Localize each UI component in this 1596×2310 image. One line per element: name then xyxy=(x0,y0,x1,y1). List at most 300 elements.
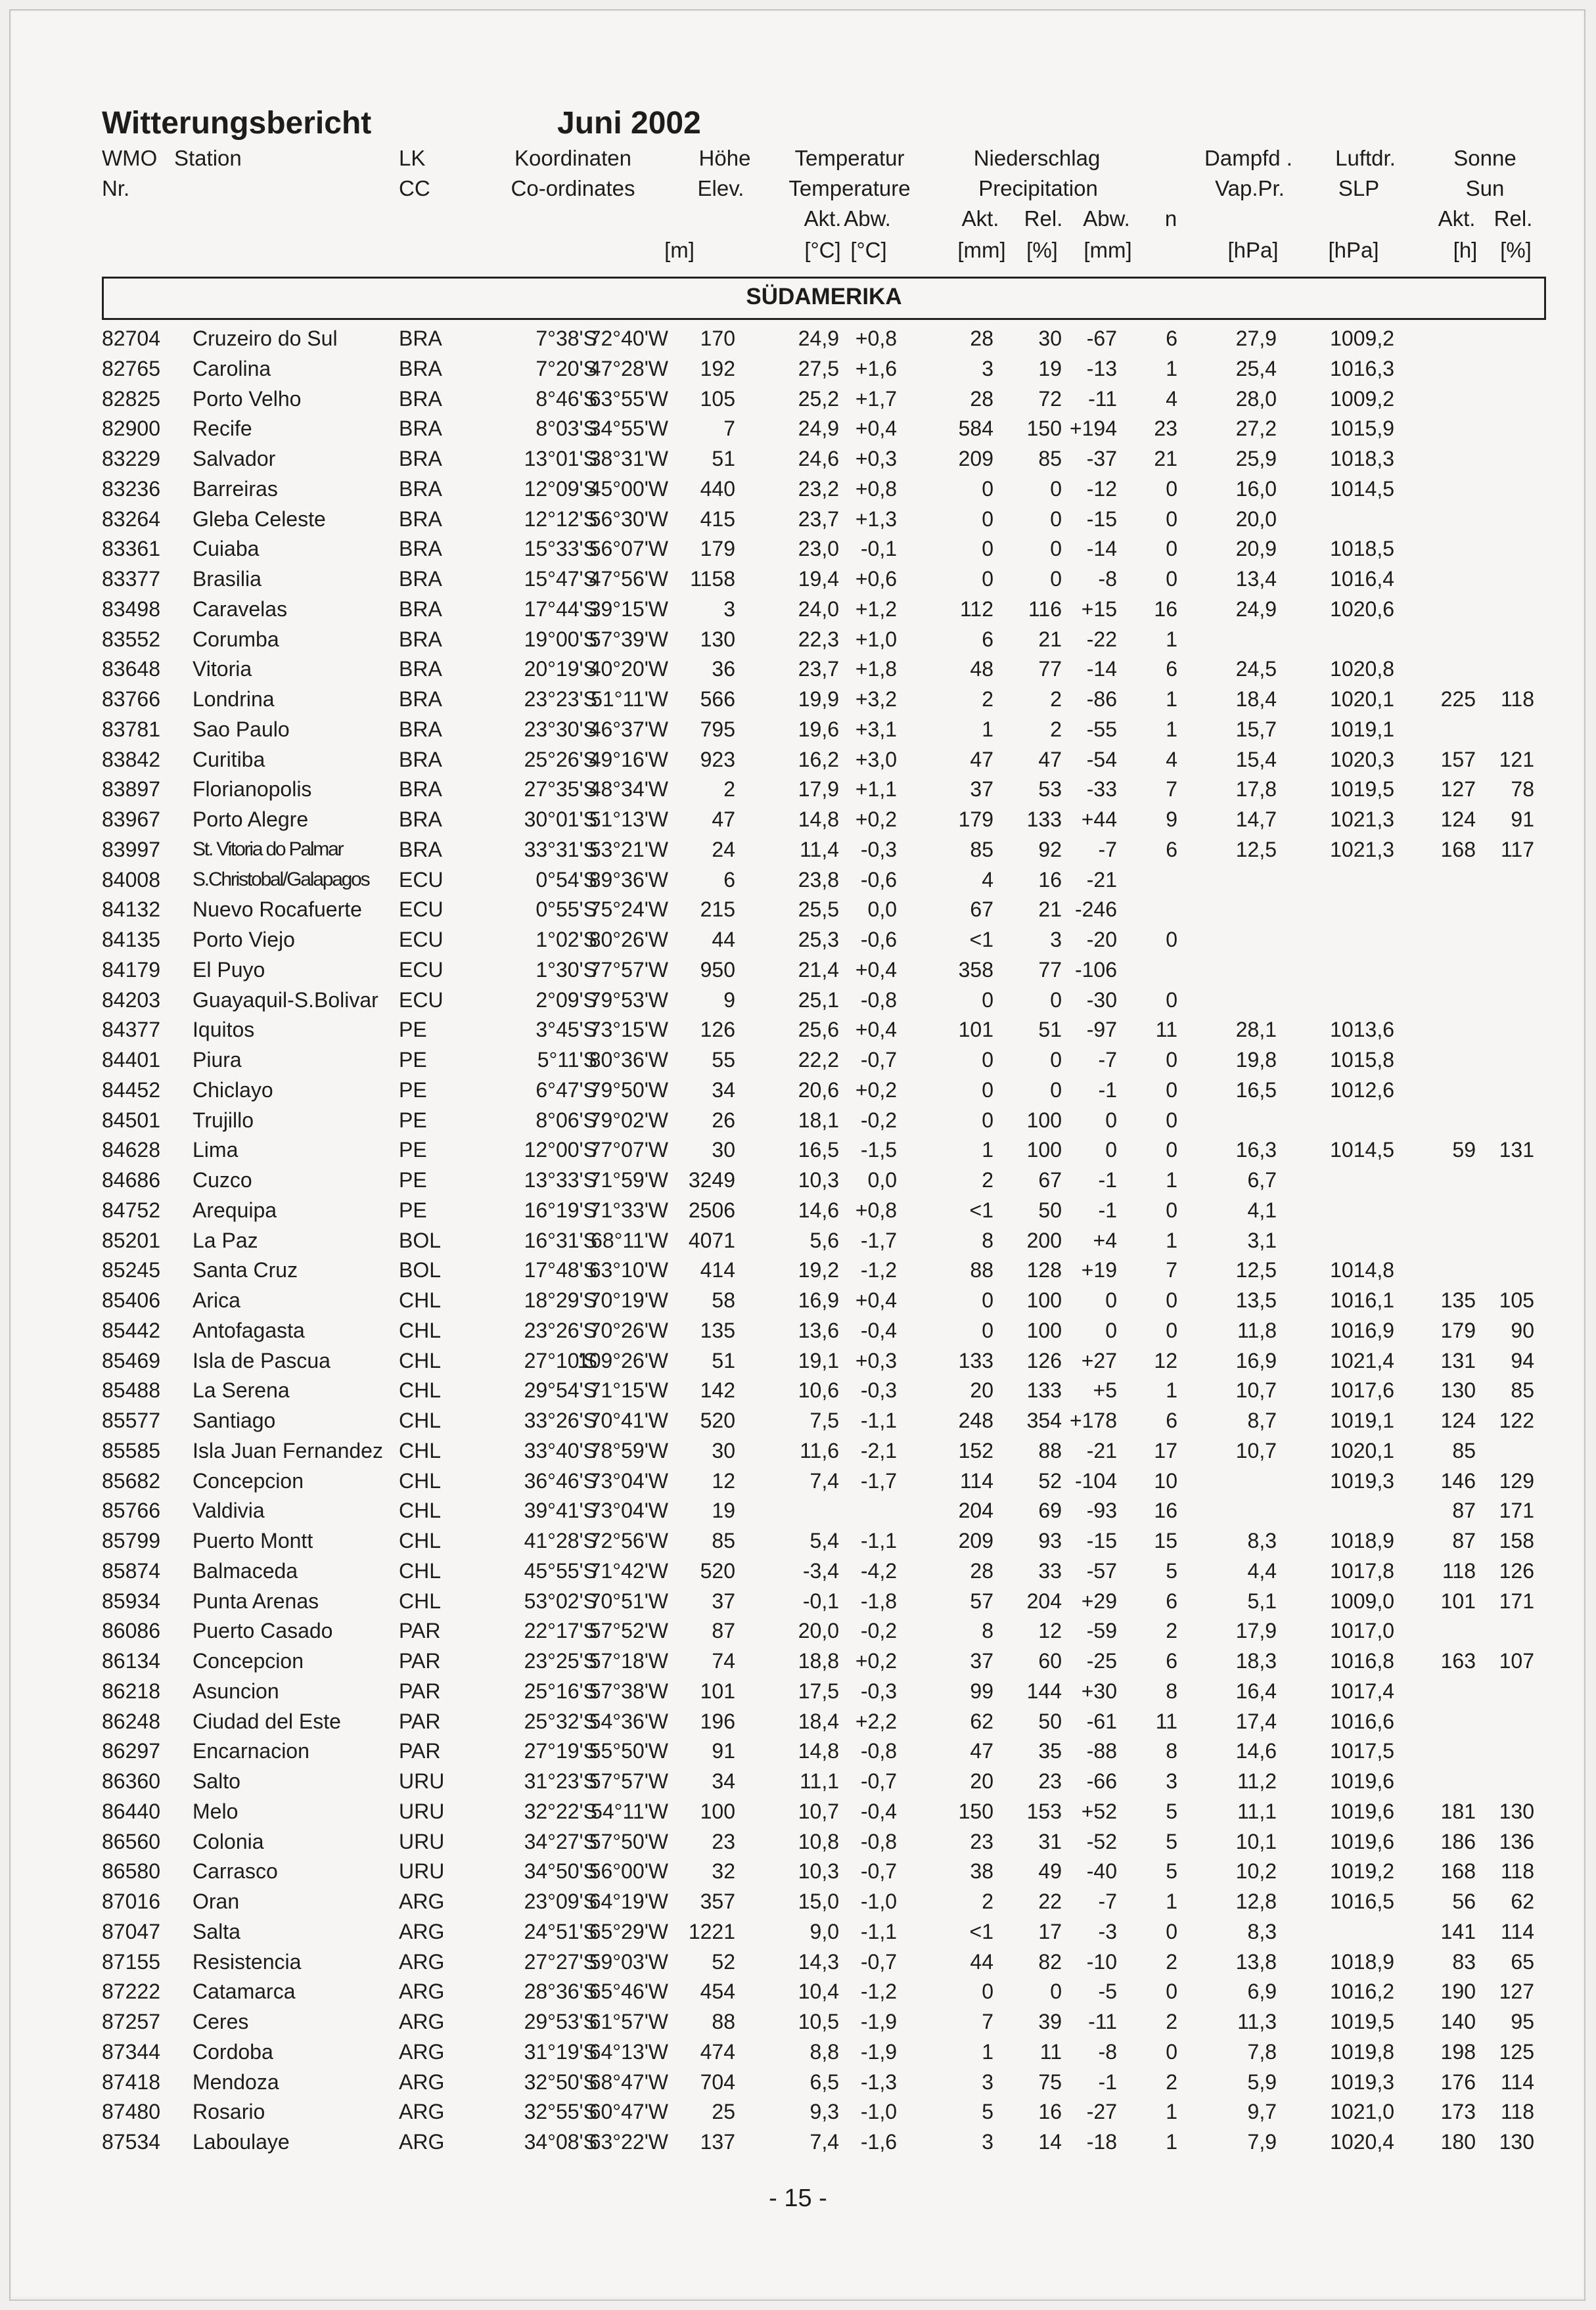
station-name: Isla Juan Fernandez xyxy=(193,1438,383,1462)
precip-rel: 144 xyxy=(1026,1679,1062,1703)
vapour-press: 16,9 xyxy=(1235,1348,1277,1372)
elevation: 24 xyxy=(712,837,735,861)
sea-level-press: 1019,2 xyxy=(1330,1859,1394,1884)
table-row xyxy=(0,2127,1596,2157)
temp-abw: -0,2 xyxy=(860,1619,897,1643)
sun-rel: 95 xyxy=(1511,2010,1534,2033)
precip-rel: 21 xyxy=(1038,627,1062,651)
precip-days: 1 xyxy=(1166,1378,1177,1403)
precip-akt: 0 xyxy=(982,1288,993,1312)
sea-level-press: 1020,1 xyxy=(1330,1438,1394,1462)
vapour-press: 16,0 xyxy=(1235,476,1277,501)
longitude: 70°26'W xyxy=(589,1318,668,1342)
station-name: Carrasco xyxy=(193,1859,278,1884)
station-name: El Puyo xyxy=(193,957,265,982)
wmo-number: 82825 xyxy=(102,386,160,411)
precip-days: 2 xyxy=(1166,2070,1177,2094)
station-name: Piura xyxy=(193,1048,242,1072)
precip-akt: 152 xyxy=(958,1438,993,1462)
vapour-press: 27,2 xyxy=(1235,417,1277,441)
latitude: 34°08'S xyxy=(524,2130,597,2154)
temp-akt: 27,5 xyxy=(798,356,839,380)
wmo-number: 87016 xyxy=(102,1890,160,1913)
table-row xyxy=(0,443,1596,474)
sun-rel: 171 xyxy=(1499,1499,1534,1523)
temp-akt: 21,4 xyxy=(798,957,839,982)
elevation: 179 xyxy=(700,537,735,561)
temp-akt: 25,3 xyxy=(798,928,839,951)
vapour-press: 11,3 xyxy=(1237,2010,1277,2033)
table-row xyxy=(0,1405,1596,1436)
sea-level-press: 1016,6 xyxy=(1330,1709,1394,1733)
temp-akt: 24,6 xyxy=(798,447,839,470)
temp-akt: 10,7 xyxy=(798,1799,839,1823)
temp-abw: 0,0 xyxy=(867,897,897,922)
precip-rel: 128 xyxy=(1026,1258,1062,1282)
vapour-press: 3,1 xyxy=(1247,1228,1277,1252)
sun-rel: 130 xyxy=(1499,1799,1534,1823)
temp-abw: +3,0 xyxy=(855,747,897,771)
precip-abw: -8 xyxy=(1098,2039,1117,2064)
elevation: 137 xyxy=(700,2130,735,2154)
precip-rel: 72 xyxy=(1038,386,1062,411)
wmo-number: 84628 xyxy=(102,1138,160,1162)
precip-akt: 209 xyxy=(958,447,993,470)
latitude: 6°47'S xyxy=(536,1077,597,1102)
precip-abw: -33 xyxy=(1086,777,1117,802)
sun-akt: 179 xyxy=(1440,1318,1476,1342)
table-row xyxy=(0,804,1596,834)
precip-abw: +29 xyxy=(1081,1589,1117,1613)
header-sun: Sun xyxy=(1465,176,1505,200)
station-name: Nuevo Rocafuerte xyxy=(193,897,362,922)
sun-akt: 59 xyxy=(1452,1138,1476,1162)
sea-level-press: 1016,4 xyxy=(1330,567,1394,591)
vapour-press: 6,9 xyxy=(1247,1980,1277,2004)
country-code: CHL xyxy=(399,1409,442,1432)
sun-akt: 157 xyxy=(1440,747,1476,771)
latitude: 27°35'S xyxy=(524,777,597,802)
sun-rel: 130 xyxy=(1499,2130,1534,2154)
latitude: 25°32'S xyxy=(524,1709,597,1733)
vapour-press: 15,7 xyxy=(1235,717,1277,741)
temp-abw: -1,1 xyxy=(860,1919,897,1943)
temp-akt: 14,8 xyxy=(798,807,839,831)
vapour-press: 11,8 xyxy=(1237,1318,1277,1342)
temp-abw: -0,8 xyxy=(860,1739,897,1763)
temp-abw: -1,2 xyxy=(860,1258,897,1282)
country-code: ARG xyxy=(399,2010,445,2033)
precip-rel: 35 xyxy=(1038,1739,1062,1763)
sun-akt: 168 xyxy=(1440,1859,1476,1884)
temp-abw: -1,5 xyxy=(860,1138,897,1162)
elevation: 74 xyxy=(712,1649,735,1673)
precip-abw: -11 xyxy=(1088,2010,1117,2033)
latitude: 15°47'S xyxy=(524,567,597,591)
precip-days: 0 xyxy=(1166,987,1177,1012)
wmo-number: 86086 xyxy=(102,1619,160,1643)
temp-abw: -1,7 xyxy=(860,1468,897,1493)
wmo-number: 86580 xyxy=(102,1859,160,1884)
wmo-number: 85442 xyxy=(102,1318,160,1342)
vapour-press: 20,0 xyxy=(1235,507,1277,531)
station-name: Brasilia xyxy=(193,567,262,591)
country-code: ARG xyxy=(399,1980,445,2004)
temp-akt: 22,2 xyxy=(798,1048,839,1072)
longitude: 45°00'W xyxy=(589,476,668,501)
country-code: ECU xyxy=(399,928,444,951)
temp-akt: 10,3 xyxy=(798,1168,839,1192)
country-code: PE xyxy=(399,1108,427,1132)
sun-akt: 87 xyxy=(1452,1529,1476,1552)
wmo-number: 83361 xyxy=(102,537,160,561)
longitude: 65°29'W xyxy=(589,1919,668,1943)
temp-abw: -0,2 xyxy=(860,1108,897,1132)
temp-akt: 19,4 xyxy=(798,567,839,591)
precip-akt: 0 xyxy=(982,507,993,531)
header-sonne: Sonne xyxy=(1453,146,1516,170)
precip-akt: 0 xyxy=(982,987,993,1012)
sea-level-press: 1014,5 xyxy=(1330,476,1394,501)
header-vap-pr: Vap.Pr. xyxy=(1215,176,1285,200)
precip-rel: 16 xyxy=(1038,867,1062,892)
precip-akt: 3 xyxy=(982,2070,993,2094)
vapour-press: 5,9 xyxy=(1247,2070,1277,2094)
temp-abw: +0,2 xyxy=(855,1649,897,1673)
latitude: 27°27'S xyxy=(524,1949,597,1974)
precip-abw: -7 xyxy=(1098,837,1117,861)
precip-days: 1 xyxy=(1166,2100,1177,2124)
wmo-number: 87222 xyxy=(102,1980,160,2004)
elevation: 30 xyxy=(712,1438,735,1462)
latitude: 31°23'S xyxy=(524,1769,597,1793)
vapour-press: 13,4 xyxy=(1235,567,1277,591)
wmo-number: 85585 xyxy=(102,1438,160,1462)
precip-abw: -1 xyxy=(1098,2070,1117,2094)
precip-rel: 100 xyxy=(1026,1138,1062,1162)
sun-rel: 118 xyxy=(1500,1859,1534,1884)
wmo-number: 84377 xyxy=(102,1018,160,1042)
wmo-number: 87047 xyxy=(102,1919,160,1943)
station-name: Chiclayo xyxy=(193,1077,273,1102)
elevation: 6 xyxy=(723,867,735,892)
vapour-press: 7,9 xyxy=(1247,2130,1277,2154)
temp-akt: 23,7 xyxy=(798,657,839,681)
elevation: 2 xyxy=(723,777,735,802)
precip-days: 6 xyxy=(1166,657,1177,681)
table-row xyxy=(0,2006,1596,2037)
sea-level-press: 1017,6 xyxy=(1330,1378,1394,1403)
table-row xyxy=(0,1014,1596,1045)
wmo-number: 85577 xyxy=(102,1409,160,1432)
country-code: ARG xyxy=(399,2070,445,2094)
temp-abw: -0,7 xyxy=(860,1048,897,1072)
latitude: 25°26'S xyxy=(524,747,597,771)
country-code: PE xyxy=(399,1018,427,1042)
header-slp: SLP xyxy=(1338,176,1380,200)
precip-days: 4 xyxy=(1166,747,1177,771)
temp-abw: -4,2 xyxy=(860,1558,897,1583)
precip-days: 1 xyxy=(1166,2130,1177,2154)
temp-akt: 25,6 xyxy=(798,1018,839,1042)
station-name: Caravelas xyxy=(193,597,288,621)
sea-level-press: 1017,8 xyxy=(1330,1558,1394,1583)
sea-level-press: 1020,6 xyxy=(1330,597,1394,621)
precip-abw: -27 xyxy=(1086,2100,1117,2124)
precip-abw: +30 xyxy=(1081,1679,1117,1703)
precip-akt: 0 xyxy=(982,1077,993,1102)
wmo-number: 84135 xyxy=(102,928,160,951)
wmo-number: 84203 xyxy=(102,987,160,1012)
temp-abw: +0,8 xyxy=(855,327,897,350)
precip-akt: 20 xyxy=(970,1769,993,1793)
vapour-press: 16,4 xyxy=(1235,1679,1277,1703)
sea-level-press: 1009,2 xyxy=(1330,386,1394,411)
country-code: BOL xyxy=(399,1228,442,1252)
precip-abw: -86 xyxy=(1086,687,1117,711)
longitude: 55°50'W xyxy=(589,1739,668,1763)
longitude: 63°55'W xyxy=(589,386,668,411)
wmo-number: 87155 xyxy=(102,1949,160,1974)
precip-abw: -1 xyxy=(1098,1168,1117,1192)
precip-akt: 47 xyxy=(970,1739,993,1763)
header-temperature: Temperature xyxy=(788,176,911,200)
precip-rel: 0 xyxy=(1050,507,1062,531)
elevation: 923 xyxy=(700,747,735,771)
wmo-number: 86297 xyxy=(102,1739,160,1763)
precip-akt: 112 xyxy=(959,597,993,621)
latitude: 32°50'S xyxy=(524,2070,597,2094)
station-name: Florianopolis xyxy=(193,777,312,802)
latitude: 23°30'S xyxy=(524,717,597,741)
header-precip-rel: Rel. xyxy=(1024,206,1063,231)
longitude: 61°57'W xyxy=(589,2010,668,2033)
precip-akt: 101 xyxy=(958,1018,993,1042)
longitude: 75°24'W xyxy=(589,897,668,922)
latitude: 12°00'S xyxy=(524,1138,597,1162)
unit-temp-akt: [°C] xyxy=(804,238,841,262)
sea-level-press: 1020,1 xyxy=(1330,687,1394,711)
table-row xyxy=(0,1706,1596,1736)
precip-akt: 0 xyxy=(982,476,993,501)
header-cc: CC xyxy=(399,176,430,200)
temp-abw: -0,6 xyxy=(860,867,897,892)
temp-abw: -0,7 xyxy=(860,1769,897,1793)
vapour-press: 15,4 xyxy=(1235,747,1277,771)
temp-abw: +1,7 xyxy=(855,386,897,411)
report-title: Witterungsbericht xyxy=(102,106,372,141)
longitude: 79°02'W xyxy=(589,1108,668,1132)
precip-abw: -1 xyxy=(1098,1198,1117,1222)
temp-akt: 7,4 xyxy=(809,1468,839,1493)
sea-level-press: 1019,5 xyxy=(1330,777,1394,802)
sun-rel: 105 xyxy=(1499,1288,1534,1312)
precip-rel: 60 xyxy=(1038,1649,1062,1673)
longitude: 47°28'W xyxy=(589,356,668,380)
temp-akt: 10,6 xyxy=(798,1378,839,1403)
precip-days: 2 xyxy=(1166,1619,1177,1643)
temp-abw: +0,2 xyxy=(855,1077,897,1102)
precip-abw: -18 xyxy=(1086,2130,1117,2154)
sun-akt: 101 xyxy=(1440,1589,1476,1613)
sea-level-press: 1014,8 xyxy=(1330,1258,1394,1282)
precip-rel: 75 xyxy=(1038,2070,1062,2094)
precip-rel: 126 xyxy=(1026,1348,1062,1372)
temp-abw: -0,1 xyxy=(860,537,897,561)
country-code: ARG xyxy=(399,1949,445,1974)
temp-abw: +3,2 xyxy=(855,687,897,711)
elevation: 34 xyxy=(712,1769,735,1793)
country-code: ARG xyxy=(399,1919,445,1943)
longitude: 68°11'W xyxy=(591,1228,668,1252)
precip-days: 2 xyxy=(1166,2010,1177,2033)
sun-rel: 91 xyxy=(1511,807,1534,831)
temp-akt: 10,4 xyxy=(798,1980,839,2004)
country-code: BRA xyxy=(399,717,442,741)
latitude: 13°01'S xyxy=(524,447,597,470)
sea-level-press: 1016,2 xyxy=(1330,1980,1394,2004)
wmo-number: 84401 xyxy=(102,1048,160,1072)
sun-rel: 171 xyxy=(1499,1589,1534,1613)
precip-days: 5 xyxy=(1166,1829,1177,1853)
precip-akt: 133 xyxy=(958,1348,993,1372)
longitude: 73°04'W xyxy=(589,1468,668,1493)
wmo-number: 86218 xyxy=(102,1679,160,1703)
longitude: 54°36'W xyxy=(589,1709,668,1733)
table-row xyxy=(0,1856,1596,1886)
elevation: 55 xyxy=(712,1048,735,1072)
precip-abw: -11 xyxy=(1088,386,1117,411)
wmo-number: 84501 xyxy=(102,1108,160,1132)
latitude: 2°09'S xyxy=(536,987,597,1012)
country-code: ARG xyxy=(399,2100,445,2124)
wmo-number: 86440 xyxy=(102,1799,160,1823)
wmo-number: 83264 xyxy=(102,507,160,531)
vapour-press: 13,5 xyxy=(1235,1288,1277,1312)
station-name: Laboulaye xyxy=(193,2130,290,2154)
station-name: Oran xyxy=(193,1890,240,1913)
precip-akt: 7 xyxy=(982,2010,993,2033)
temp-abw: -0,4 xyxy=(860,1799,897,1823)
country-code: BRA xyxy=(399,567,442,591)
station-name: Trujillo xyxy=(193,1108,254,1132)
temp-abw: -2,1 xyxy=(860,1438,897,1462)
precip-days: 3 xyxy=(1166,1769,1177,1793)
vapour-press: 25,9 xyxy=(1235,447,1277,470)
country-code: CHL xyxy=(399,1499,442,1523)
precip-rel: 116 xyxy=(1028,597,1062,621)
table-row xyxy=(0,1676,1596,1706)
table-row xyxy=(0,1947,1596,1977)
station-name: Puerto Montt xyxy=(193,1529,313,1552)
vapour-press: 4,1 xyxy=(1247,1198,1277,1222)
sun-akt: 225 xyxy=(1440,687,1476,711)
elevation: 52 xyxy=(712,1949,735,1974)
vapour-press: 18,4 xyxy=(1235,687,1277,711)
precip-days: 7 xyxy=(1166,777,1177,802)
table-row xyxy=(0,624,1596,654)
wmo-number: 82900 xyxy=(102,417,160,441)
longitude: 65°46'W xyxy=(589,1980,668,2004)
temp-abw: -1,7 xyxy=(860,1228,897,1252)
precip-rel: 30 xyxy=(1038,327,1062,350)
elevation: 135 xyxy=(700,1318,735,1342)
latitude: 23°25'S xyxy=(524,1649,597,1673)
sun-rel: 127 xyxy=(1499,1980,1534,2004)
longitude: 70°51'W xyxy=(589,1589,668,1613)
station-name: Colonia xyxy=(193,1829,264,1853)
latitude: 12°09'S xyxy=(524,476,597,501)
latitude: 39°41'S xyxy=(524,1499,597,1523)
vapour-press: 12,5 xyxy=(1235,837,1277,861)
temp-abw: -1,3 xyxy=(860,2070,897,2094)
precip-rel: 77 xyxy=(1038,657,1062,681)
table-row xyxy=(0,1255,1596,1285)
sea-level-press: 1015,8 xyxy=(1330,1048,1394,1072)
longitude: 57°39'W xyxy=(589,627,668,651)
temp-akt: -3,4 xyxy=(802,1558,839,1583)
elevation: 34 xyxy=(712,1077,735,1102)
temp-abw: +0,4 xyxy=(855,1288,897,1312)
latitude: 20°19'S xyxy=(524,657,597,681)
station-name: Concepcion xyxy=(193,1468,304,1493)
elevation: 215 xyxy=(700,897,735,922)
country-code: ECU xyxy=(399,957,444,982)
sun-rel: 118 xyxy=(1500,687,1534,711)
wmo-number: 85406 xyxy=(102,1288,160,1312)
precip-days: 6 xyxy=(1166,1649,1177,1673)
country-code: PE xyxy=(399,1077,427,1102)
table-row xyxy=(0,894,1596,924)
longitude: 60°47'W xyxy=(589,2100,668,2124)
precip-akt: 0 xyxy=(982,537,993,561)
temp-abw: +2,2 xyxy=(855,1709,897,1733)
precip-days: 0 xyxy=(1166,1077,1177,1102)
precip-days: 15 xyxy=(1154,1529,1177,1552)
temp-abw: +0,6 xyxy=(855,567,897,591)
vapour-press: 4,4 xyxy=(1247,1558,1277,1583)
station-name: Londrina xyxy=(193,687,275,711)
unit-temp-abw: [°C] xyxy=(850,238,887,262)
precip-days: 17 xyxy=(1154,1438,1177,1462)
header-nr: Nr. xyxy=(102,176,130,200)
precip-days: 1 xyxy=(1166,687,1177,711)
precip-rel: 16 xyxy=(1038,2100,1062,2124)
country-code: CHL xyxy=(399,1348,442,1372)
station-name: La Paz xyxy=(193,1228,258,1252)
sun-rel: 125 xyxy=(1499,2039,1534,2064)
sun-rel: 78 xyxy=(1511,777,1534,802)
header-dampfdruck: Dampfd . xyxy=(1204,146,1292,170)
latitude: 15°33'S xyxy=(524,537,597,561)
precip-akt: <1 xyxy=(969,1919,993,1943)
sea-level-press: 1019,8 xyxy=(1330,2039,1394,2064)
longitude: 78°59'W xyxy=(589,1438,668,1462)
longitude: 79°53'W xyxy=(589,987,668,1012)
precip-days: 16 xyxy=(1154,1499,1177,1523)
elevation: 36 xyxy=(712,657,735,681)
precip-days: 0 xyxy=(1166,928,1177,951)
precip-akt: 62 xyxy=(970,1709,993,1733)
precip-abw: -57 xyxy=(1086,1558,1117,1583)
temp-akt: 5,4 xyxy=(809,1529,839,1552)
wmo-number: 87418 xyxy=(102,2070,160,2094)
precip-akt: 204 xyxy=(958,1499,993,1523)
precip-days: 6 xyxy=(1166,1409,1177,1432)
precip-abw: +27 xyxy=(1081,1348,1117,1372)
longitude: 46°37'W xyxy=(589,717,668,741)
table-row xyxy=(0,865,1596,895)
